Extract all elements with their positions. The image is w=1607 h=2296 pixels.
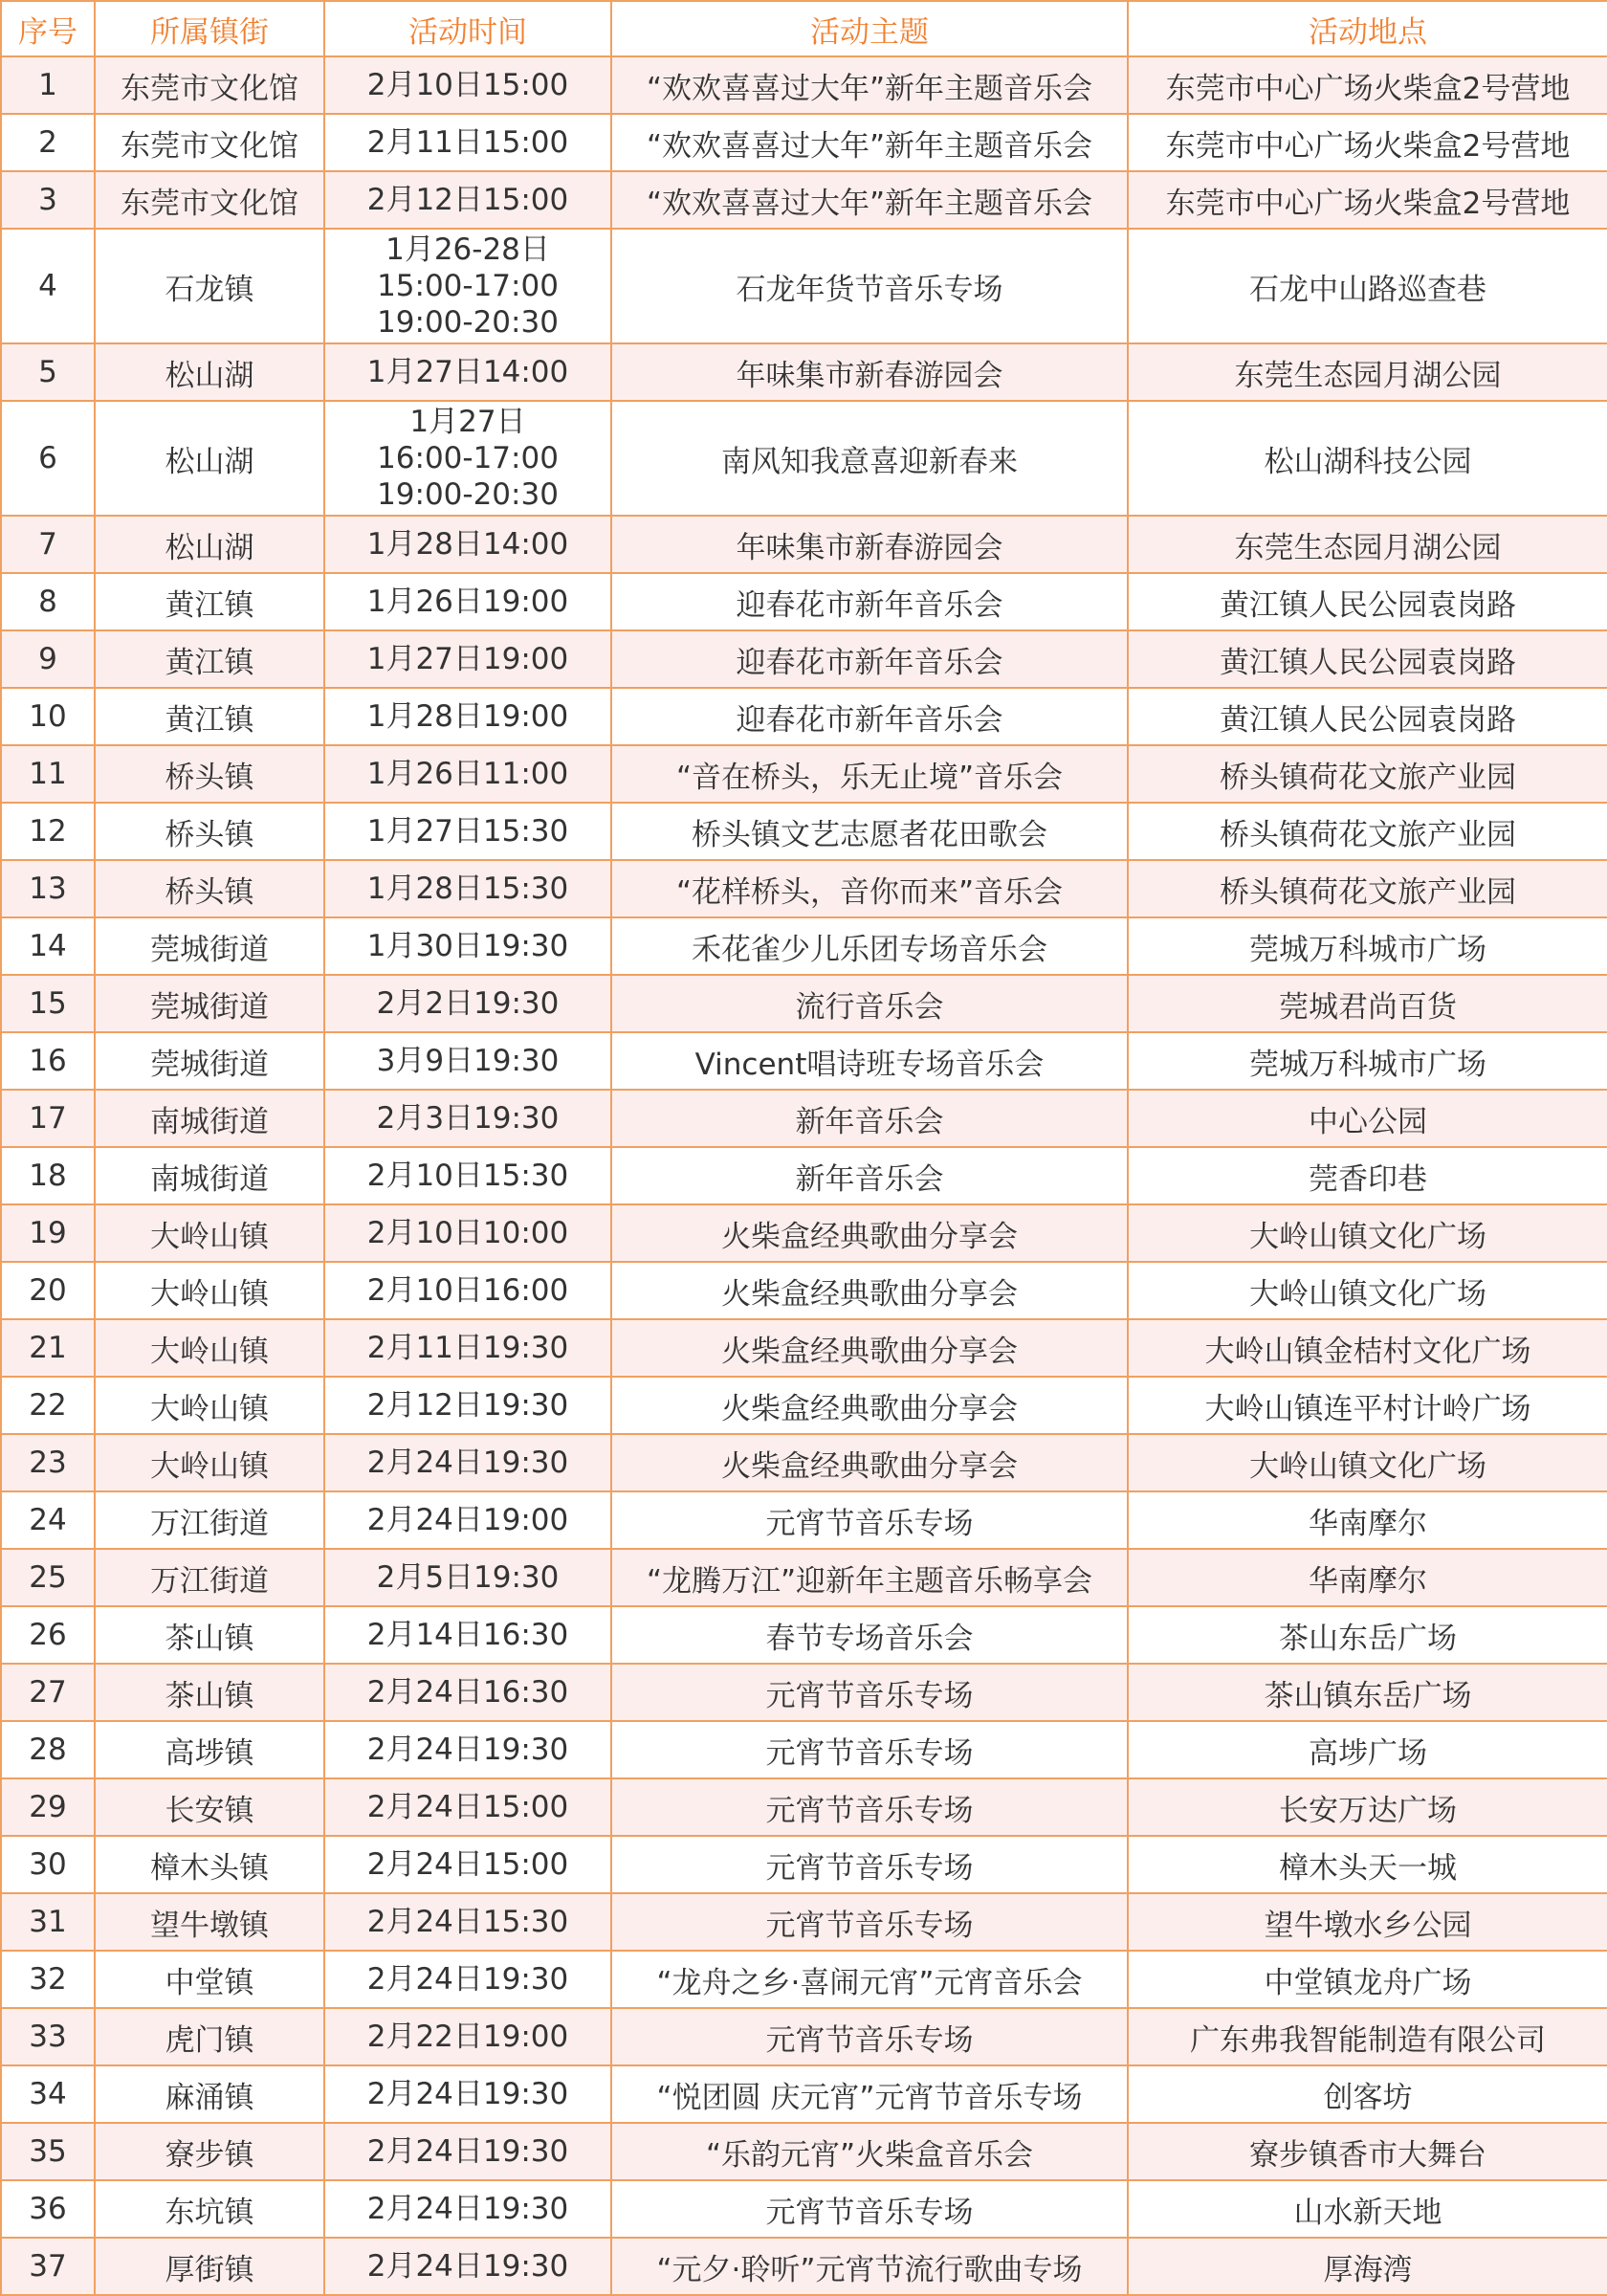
cell-time	[324, 1664, 611, 1721]
cell-town: 松山湖	[95, 401, 324, 516]
cell-index: 17	[1, 1090, 95, 1147]
cell-theme: 新年音乐会	[611, 1090, 1128, 1147]
cell-town: 高埗镇	[95, 1721, 324, 1778]
cell-index: 33	[1, 2008, 95, 2065]
cell-theme: 南风知我意喜迎新春来	[611, 401, 1128, 516]
cell-time	[324, 1319, 611, 1377]
cell-place: 东莞市中心广场火柴盒2号营地	[1128, 56, 1607, 114]
time-line: 2月10日16:00	[366, 1273, 569, 1308]
cell-time	[324, 860, 611, 917]
time-line: 1月27日14:00	[366, 355, 569, 389]
cell-time	[324, 573, 611, 630]
cell-theme: 元宵节音乐专场	[611, 1721, 1128, 1778]
table-row	[1, 1549, 1607, 1606]
time-line: 2月2日19:30	[376, 986, 560, 1021]
cell-time	[324, 1721, 611, 1778]
cell-index: 3	[1, 171, 95, 229]
table-row	[1, 1319, 1607, 1377]
cell-index: 5	[1, 343, 95, 401]
cell-place: 大岭山镇文化广场	[1128, 1434, 1607, 1491]
cell-time	[324, 56, 611, 114]
cell-time	[324, 1491, 611, 1549]
cell-place: 东莞生态园月湖公园	[1128, 343, 1607, 401]
time-line: 2月24日16:30	[366, 1675, 569, 1710]
cell-place: 高埗广场	[1128, 1721, 1607, 1778]
cell-place: 茶山镇东岳广场	[1128, 1664, 1607, 1721]
cell-time	[324, 2065, 611, 2123]
time-line: 2月24日15:00	[366, 1847, 569, 1882]
cell-index: 7	[1, 516, 95, 573]
table-row	[1, 1951, 1607, 2008]
table-row	[1, 229, 1607, 343]
cell-theme: 元宵节音乐专场	[611, 1664, 1128, 1721]
cell-time	[324, 1549, 611, 1606]
table-body	[1, 56, 1607, 2295]
cell-town: 南城街道	[95, 1090, 324, 1147]
time-line: 19:00-20:30	[377, 305, 559, 340]
cell-index: 19	[1, 1204, 95, 1262]
cell-place: 东莞市中心广场火柴盒2号营地	[1128, 114, 1607, 171]
time-line: 1月27日19:00	[366, 642, 569, 676]
time-line: 2月11日15:00	[366, 125, 569, 160]
cell-place: 东莞市中心广场火柴盒2号营地	[1128, 171, 1607, 229]
time-line: 2月22日19:00	[366, 2020, 569, 2054]
cell-theme: 元宵节音乐专场	[611, 1836, 1128, 1893]
cell-town: 莞城街道	[95, 917, 324, 975]
cell-town: 寮步镇	[95, 2123, 324, 2180]
table-row	[1, 573, 1607, 630]
cell-town: 大岭山镇	[95, 1319, 324, 1377]
time-line: 1月26日11:00	[366, 757, 569, 791]
table-row	[1, 1778, 1607, 1836]
header-row	[1, 1, 1607, 56]
cell-place: 中心公园	[1128, 1090, 1607, 1147]
time-line: 2月24日19:30	[366, 2192, 569, 2226]
table-row	[1, 516, 1607, 573]
cell-theme: “乐韵元宵”火柴盒音乐会	[611, 2123, 1128, 2180]
time-line: 1月27日	[409, 405, 526, 439]
table-row	[1, 56, 1607, 114]
cell-place: 樟木头天一城	[1128, 1836, 1607, 1893]
time-line: 3月9日19:30	[376, 1044, 560, 1078]
cell-theme: 元宵节音乐专场	[611, 1778, 1128, 1836]
table-row	[1, 1664, 1607, 1721]
time-line: 2月12日19:30	[366, 1388, 569, 1423]
cell-town: 南城街道	[95, 1147, 324, 1204]
cell-time	[324, 917, 611, 975]
cell-town: 万江街道	[95, 1549, 324, 1606]
cell-theme: 迎春花市新年音乐会	[611, 688, 1128, 745]
cell-place: 大岭山镇文化广场	[1128, 1204, 1607, 1262]
table-row	[1, 1434, 1607, 1491]
cell-time	[324, 1951, 611, 2008]
cell-index: 24	[1, 1491, 95, 1549]
cell-theme: 年味集市新春游园会	[611, 516, 1128, 573]
cell-town: 桥头镇	[95, 745, 324, 803]
cell-town: 石龙镇	[95, 229, 324, 343]
cell-town: 松山湖	[95, 343, 324, 401]
cell-time	[324, 114, 611, 171]
time-line: 2月24日19:30	[366, 2249, 569, 2284]
table-row	[1, 1606, 1607, 1664]
cell-place: 黄江镇人民公园袁岗路	[1128, 630, 1607, 688]
cell-index: 21	[1, 1319, 95, 1377]
cell-index: 28	[1, 1721, 95, 1778]
cell-time	[324, 171, 611, 229]
table-row	[1, 688, 1607, 745]
cell-theme: “欢欢喜喜过大年”新年主题音乐会	[611, 56, 1128, 114]
cell-time	[324, 745, 611, 803]
cell-time	[324, 1836, 611, 1893]
time-line: 1月26-28日	[385, 232, 550, 267]
cell-index: 36	[1, 2180, 95, 2238]
cell-place: 华南摩尔	[1128, 1549, 1607, 1606]
cell-theme: 迎春花市新年音乐会	[611, 573, 1128, 630]
cell-theme: 新年音乐会	[611, 1147, 1128, 1204]
cell-index: 16	[1, 1032, 95, 1090]
cell-index: 31	[1, 1893, 95, 1951]
cell-theme: “欢欢喜喜过大年”新年主题音乐会	[611, 171, 1128, 229]
table-row	[1, 1032, 1607, 1090]
cell-place: 莞城万科城市广场	[1128, 1032, 1607, 1090]
cell-index: 8	[1, 573, 95, 630]
cell-time	[324, 1434, 611, 1491]
time-line: 1月27日15:30	[366, 814, 569, 849]
cell-index: 2	[1, 114, 95, 171]
cell-place: 寮步镇香市大舞台	[1128, 2123, 1607, 2180]
table-row	[1, 2123, 1607, 2180]
cell-place: 莞香印巷	[1128, 1147, 1607, 1204]
cell-index: 10	[1, 688, 95, 745]
cell-town: 莞城街道	[95, 1032, 324, 1090]
cell-index: 35	[1, 2123, 95, 2180]
table-row	[1, 2008, 1607, 2065]
cell-time	[324, 1032, 611, 1090]
table-row	[1, 1836, 1607, 1893]
time-line: 1月28日19:00	[366, 699, 569, 734]
cell-index: 1	[1, 56, 95, 114]
cell-place: 华南摩尔	[1128, 1491, 1607, 1549]
cell-place: 莞城万科城市广场	[1128, 917, 1607, 975]
cell-time	[324, 803, 611, 860]
time-line: 2月11日19:30	[366, 1331, 569, 1365]
cell-town: 樟木头镇	[95, 1836, 324, 1893]
cell-index: 37	[1, 2238, 95, 2295]
cell-town: 茶山镇	[95, 1664, 324, 1721]
table-row	[1, 917, 1607, 975]
cell-town: 东莞市文化馆	[95, 171, 324, 229]
cell-theme: 火柴盒经典歌曲分享会	[611, 1204, 1128, 1262]
cell-town: 东坑镇	[95, 2180, 324, 2238]
cell-place: 大岭山镇金桔村文化广场	[1128, 1319, 1607, 1377]
cell-place: 黄江镇人民公园袁岗路	[1128, 573, 1607, 630]
cell-theme: “花样桥头，音你而来”音乐会	[611, 860, 1128, 917]
cell-index: 4	[1, 229, 95, 343]
time-line: 2月24日19:30	[366, 1733, 569, 1767]
cell-town: 茶山镇	[95, 1606, 324, 1664]
table-row	[1, 1147, 1607, 1204]
time-line: 2月24日19:30	[366, 2134, 569, 2169]
time-line: 1月26日19:00	[366, 585, 569, 619]
header-time: 活动时间	[324, 1, 611, 56]
table-row	[1, 171, 1607, 229]
cell-theme: 元宵节音乐专场	[611, 2180, 1128, 2238]
cell-theme: 春节专场音乐会	[611, 1606, 1128, 1664]
cell-index: 32	[1, 1951, 95, 2008]
table-row	[1, 1204, 1607, 1262]
cell-index: 25	[1, 1549, 95, 1606]
table-row	[1, 1893, 1607, 1951]
cell-time	[324, 1893, 611, 1951]
cell-index: 26	[1, 1606, 95, 1664]
table-row	[1, 401, 1607, 516]
time-line: 2月3日19:30	[376, 1101, 560, 1136]
cell-index: 18	[1, 1147, 95, 1204]
table-row	[1, 343, 1607, 401]
cell-time	[324, 1262, 611, 1319]
cell-town: 虎门镇	[95, 2008, 324, 2065]
time-line: 15:00-17:00	[377, 269, 559, 303]
cell-time	[324, 1778, 611, 1836]
cell-town: 大岭山镇	[95, 1434, 324, 1491]
cell-time	[324, 2180, 611, 2238]
cell-theme: 桥头镇文艺志愿者花田歌会	[611, 803, 1128, 860]
cell-theme: 禾花雀少儿乐团专场音乐会	[611, 917, 1128, 975]
cell-theme: “元夕·聆听”元宵节流行歌曲专场	[611, 2238, 1128, 2295]
cell-time	[324, 2123, 611, 2180]
table-row	[1, 1090, 1607, 1147]
cell-time	[324, 1090, 611, 1147]
cell-theme: 元宵节音乐专场	[611, 1491, 1128, 1549]
cell-place: 桥头镇荷花文旅产业园	[1128, 803, 1607, 860]
cell-time	[324, 2008, 611, 2065]
cell-index: 13	[1, 860, 95, 917]
table-row	[1, 2238, 1607, 2295]
cell-town: 松山湖	[95, 516, 324, 573]
cell-place: 望牛墩水乡公园	[1128, 1893, 1607, 1951]
header-index: 序号	[1, 1, 95, 56]
table-row	[1, 1377, 1607, 1434]
cell-town: 大岭山镇	[95, 1204, 324, 1262]
cell-theme: 火柴盒经典歌曲分享会	[611, 1377, 1128, 1434]
cell-town: 中堂镇	[95, 1951, 324, 2008]
cell-place: 桥头镇荷花文旅产业园	[1128, 745, 1607, 803]
cell-index: 30	[1, 1836, 95, 1893]
table-row	[1, 975, 1607, 1032]
table-row	[1, 630, 1607, 688]
time-line: 1月30日19:30	[366, 929, 569, 963]
time-line: 2月5日19:30	[376, 1560, 560, 1595]
cell-town: 大岭山镇	[95, 1377, 324, 1434]
table-row	[1, 114, 1607, 171]
cell-index: 15	[1, 975, 95, 1032]
cell-theme: “悦团圆 庆元宵”元宵节音乐专场	[611, 2065, 1128, 2123]
cell-town: 莞城街道	[95, 975, 324, 1032]
table-row	[1, 860, 1607, 917]
cell-theme: 火柴盒经典歌曲分享会	[611, 1262, 1128, 1319]
time-line: 2月24日19:30	[366, 1446, 569, 1480]
time-line: 2月24日19:00	[366, 1503, 569, 1537]
cell-town: 厚街镇	[95, 2238, 324, 2295]
cell-place: 广东弗我智能制造有限公司	[1128, 2008, 1607, 2065]
cell-time	[324, 343, 611, 401]
time-line: 16:00-17:00	[377, 441, 559, 475]
cell-time	[324, 229, 611, 343]
time-line: 2月10日15:30	[366, 1159, 569, 1193]
cell-time	[324, 1147, 611, 1204]
time-line: 2月24日15:00	[366, 1790, 569, 1824]
cell-index: 14	[1, 917, 95, 975]
time-line: 2月24日19:30	[366, 2077, 569, 2111]
cell-theme: 元宵节音乐专场	[611, 2008, 1128, 2065]
cell-index: 23	[1, 1434, 95, 1491]
cell-place: 黄江镇人民公园袁岗路	[1128, 688, 1607, 745]
cell-index: 9	[1, 630, 95, 688]
cell-place: 中堂镇龙舟广场	[1128, 1951, 1607, 2008]
cell-place: 大岭山镇文化广场	[1128, 1262, 1607, 1319]
cell-place: 大岭山镇连平村计岭广场	[1128, 1377, 1607, 1434]
cell-time	[324, 630, 611, 688]
cell-place: 长安万达广场	[1128, 1778, 1607, 1836]
time-line: 2月24日15:30	[366, 1905, 569, 1939]
cell-town: 黄江镇	[95, 573, 324, 630]
cell-time	[324, 2238, 611, 2295]
table-row	[1, 1262, 1607, 1319]
table-row	[1, 2065, 1607, 2123]
cell-place: 莞城君尚百货	[1128, 975, 1607, 1032]
cell-theme: 火柴盒经典歌曲分享会	[611, 1434, 1128, 1491]
header-place: 活动地点	[1128, 1, 1607, 56]
time-line: 2月10日15:00	[366, 68, 569, 102]
table-row	[1, 2180, 1607, 2238]
table-row	[1, 745, 1607, 803]
table-row	[1, 803, 1607, 860]
cell-index: 27	[1, 1664, 95, 1721]
cell-place: 东莞生态园月湖公园	[1128, 516, 1607, 573]
cell-town: 黄江镇	[95, 630, 324, 688]
cell-town: 东莞市文化馆	[95, 114, 324, 171]
cell-town: 黄江镇	[95, 688, 324, 745]
cell-theme: Vincent唱诗班专场音乐会	[611, 1032, 1128, 1090]
cell-time	[324, 516, 611, 573]
time-line: 1月28日15:30	[366, 872, 569, 906]
cell-time	[324, 401, 611, 516]
cell-theme: 石龙年货节音乐专场	[611, 229, 1128, 343]
cell-index: 6	[1, 401, 95, 516]
cell-index: 22	[1, 1377, 95, 1434]
cell-theme: 流行音乐会	[611, 975, 1128, 1032]
cell-place: 松山湖科技公园	[1128, 401, 1607, 516]
cell-theme: 年味集市新春游园会	[611, 343, 1128, 401]
cell-time	[324, 1204, 611, 1262]
cell-place: 茶山东岳广场	[1128, 1606, 1607, 1664]
cell-time	[324, 1377, 611, 1434]
cell-town: 桥头镇	[95, 860, 324, 917]
time-line: 2月14日16:30	[366, 1618, 569, 1652]
time-line: 2月12日15:00	[366, 183, 569, 217]
cell-town: 万江街道	[95, 1491, 324, 1549]
header-theme: 活动主题	[611, 1, 1128, 56]
cell-place: 石龙中山路巡查巷	[1128, 229, 1607, 343]
cell-theme: “龙舟之乡·喜闹元宵”元宵音乐会	[611, 1951, 1128, 2008]
cell-theme: 迎春花市新年音乐会	[611, 630, 1128, 688]
cell-theme: 火柴盒经典歌曲分享会	[611, 1319, 1128, 1377]
cell-index: 34	[1, 2065, 95, 2123]
cell-time	[324, 688, 611, 745]
table-row	[1, 1491, 1607, 1549]
cell-theme: “龙腾万江”迎新年主题音乐畅享会	[611, 1549, 1128, 1606]
cell-town: 东莞市文化馆	[95, 56, 324, 114]
cell-town: 望牛墩镇	[95, 1893, 324, 1951]
cell-time	[324, 975, 611, 1032]
cell-town: 长安镇	[95, 1778, 324, 1836]
table-row	[1, 1721, 1607, 1778]
cell-place: 厚海湾	[1128, 2238, 1607, 2295]
cell-theme: 元宵节音乐专场	[611, 1893, 1128, 1951]
cell-time	[324, 1606, 611, 1664]
time-line: 2月10日10:00	[366, 1216, 569, 1250]
cell-index: 11	[1, 745, 95, 803]
cell-index: 29	[1, 1778, 95, 1836]
cell-town: 大岭山镇	[95, 1262, 324, 1319]
cell-index: 12	[1, 803, 95, 860]
cell-place: 创客坊	[1128, 2065, 1607, 2123]
cell-place: 桥头镇荷花文旅产业园	[1128, 860, 1607, 917]
time-line: 19:00-20:30	[377, 477, 559, 512]
cell-index: 20	[1, 1262, 95, 1319]
cell-theme: “欢欢喜喜过大年”新年主题音乐会	[611, 114, 1128, 171]
header-town: 所属镇街	[95, 1, 324, 56]
cell-place: 山水新天地	[1128, 2180, 1607, 2238]
time-line: 2月24日19:30	[366, 1962, 569, 1997]
time-line: 1月28日14:00	[366, 527, 569, 562]
cell-theme: “音在桥头，乐无止境”音乐会	[611, 745, 1128, 803]
cell-town: 桥头镇	[95, 803, 324, 860]
cell-town: 麻涌镇	[95, 2065, 324, 2123]
